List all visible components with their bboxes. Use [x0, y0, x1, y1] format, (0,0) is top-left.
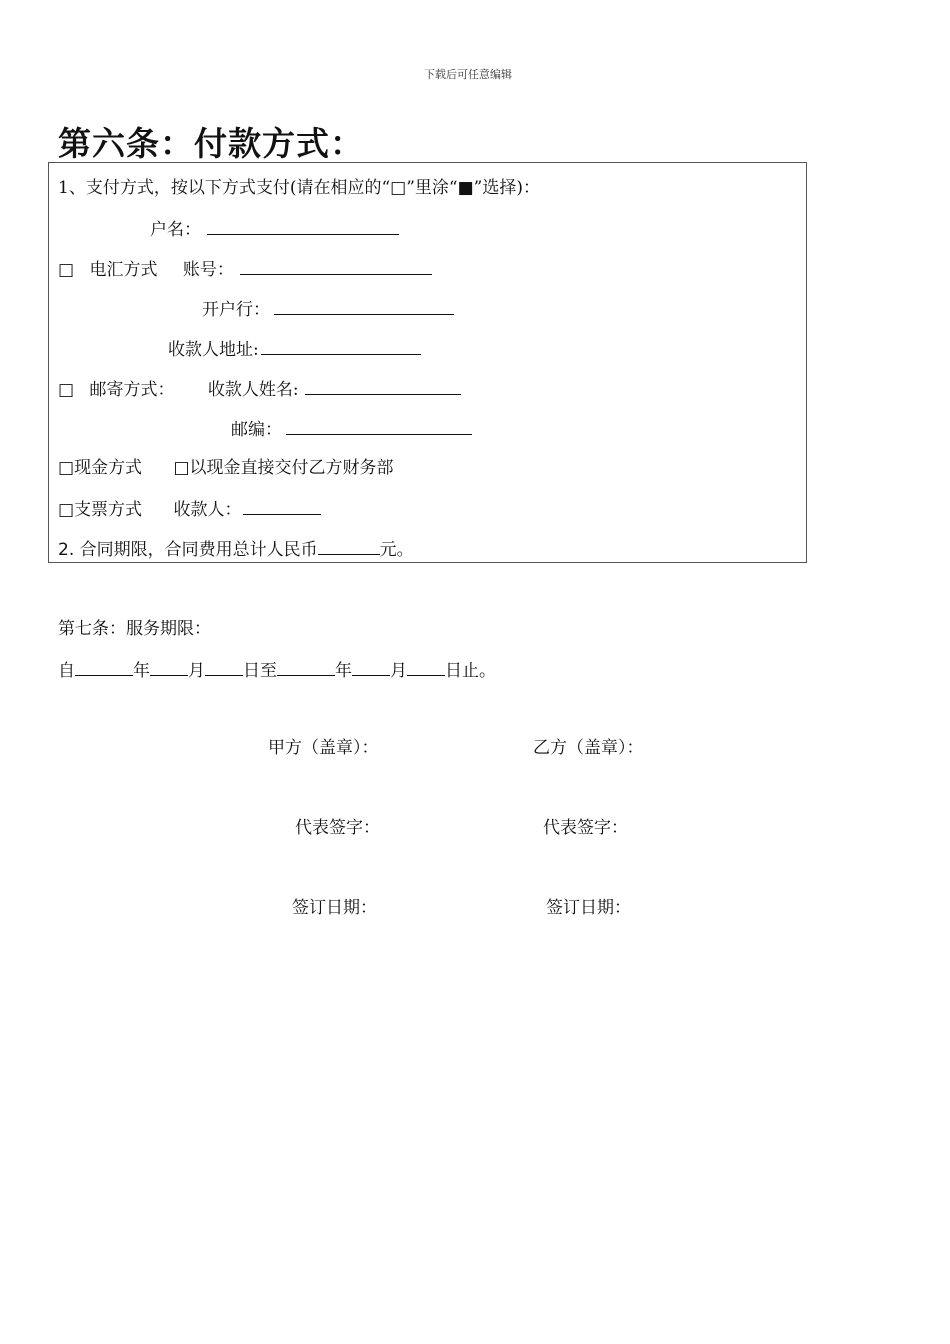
fee-amount-blank[interactable] — [318, 536, 380, 555]
month-label: 月 — [188, 661, 205, 681]
end-year-blank[interactable] — [277, 657, 335, 676]
item2-number: 2 — [58, 540, 69, 560]
sign-date-b: 签订日期： — [546, 898, 631, 918]
cash-option-checkbox[interactable]: □ — [173, 458, 190, 478]
cheque-payee-blank[interactable] — [243, 496, 321, 515]
cheque-payee-label: 收款人： — [173, 500, 242, 520]
cash-method-label: 现金方式 — [74, 458, 143, 478]
article7-title: 第七条：服务期限： — [58, 619, 211, 639]
bank-blank[interactable] — [274, 296, 454, 315]
from-label: 自 — [58, 661, 75, 681]
cheque-checkbox[interactable]: □ — [58, 500, 75, 520]
mail-checkbox[interactable]: □ — [58, 380, 75, 400]
mail-row — [58, 376, 461, 402]
sign-date-a: 签订日期： — [292, 898, 377, 918]
account-name-label: 户名： — [150, 220, 201, 240]
payment-intro: 1、支付方式，按以下方式支付(请在相应的“□”里涂“■”选择)： — [58, 178, 540, 198]
start-year-blank[interactable] — [75, 657, 133, 676]
cash-option-label: 以现金直接交付乙方财务部 — [189, 458, 394, 478]
payee-address-blank[interactable] — [261, 336, 421, 355]
cheque-method-label: 支票方式 — [74, 500, 143, 520]
postcode-row — [231, 416, 472, 442]
payee-address-row — [168, 336, 421, 362]
payee-name-blank[interactable] — [305, 376, 461, 395]
item2-suffix: 元。 — [379, 540, 414, 560]
bank-label: 开户行： — [202, 300, 270, 320]
cash-checkbox[interactable]: □ — [58, 458, 75, 478]
end-month-label: 月 — [390, 661, 407, 681]
postcode-label: 邮编： — [231, 420, 282, 440]
wire-checkbox[interactable]: □ — [58, 260, 75, 280]
end-day-blank[interactable] — [407, 657, 445, 676]
start-day-blank[interactable] — [205, 657, 243, 676]
day-to-label: 日至 — [243, 661, 277, 681]
account-number-blank[interactable] — [240, 256, 432, 275]
article6-title: 第六条：付款方式： — [58, 124, 364, 163]
account-number-label: 账号： — [182, 260, 234, 280]
rep-sign-a: 代表签字： — [295, 818, 380, 838]
account-name-row — [150, 216, 399, 242]
cheque-row — [58, 496, 321, 522]
payee-name-label: 收款人姓名: — [207, 380, 299, 400]
header-note: 下载后可任意编辑 — [424, 68, 512, 81]
item2-text: . 合同期限，合同费用总计人民币 — [68, 540, 318, 560]
day-end-label: 日止。 — [445, 661, 496, 681]
service-period-row — [58, 657, 496, 683]
year-label: 年 — [133, 661, 150, 681]
end-month-blank[interactable] — [352, 657, 390, 676]
mail-method-label: 邮寄方式： — [89, 380, 175, 400]
end-year-label: 年 — [335, 661, 352, 681]
wire-transfer-row — [58, 256, 432, 282]
rep-sign-b: 代表签字： — [543, 818, 628, 838]
party-b-seal: 乙方（盖章）： — [533, 738, 644, 758]
start-month-blank[interactable] — [150, 657, 188, 676]
contract-fee-row — [58, 536, 414, 562]
payee-address-label: 收款人地址: — [168, 340, 259, 360]
account-name-blank[interactable] — [207, 216, 399, 235]
wire-method-label: 电汇方式 — [89, 260, 158, 280]
bank-row — [202, 296, 454, 322]
party-a-seal: 甲方（盖章）： — [268, 738, 379, 758]
cash-row — [58, 456, 394, 480]
postcode-blank[interactable] — [286, 416, 472, 435]
